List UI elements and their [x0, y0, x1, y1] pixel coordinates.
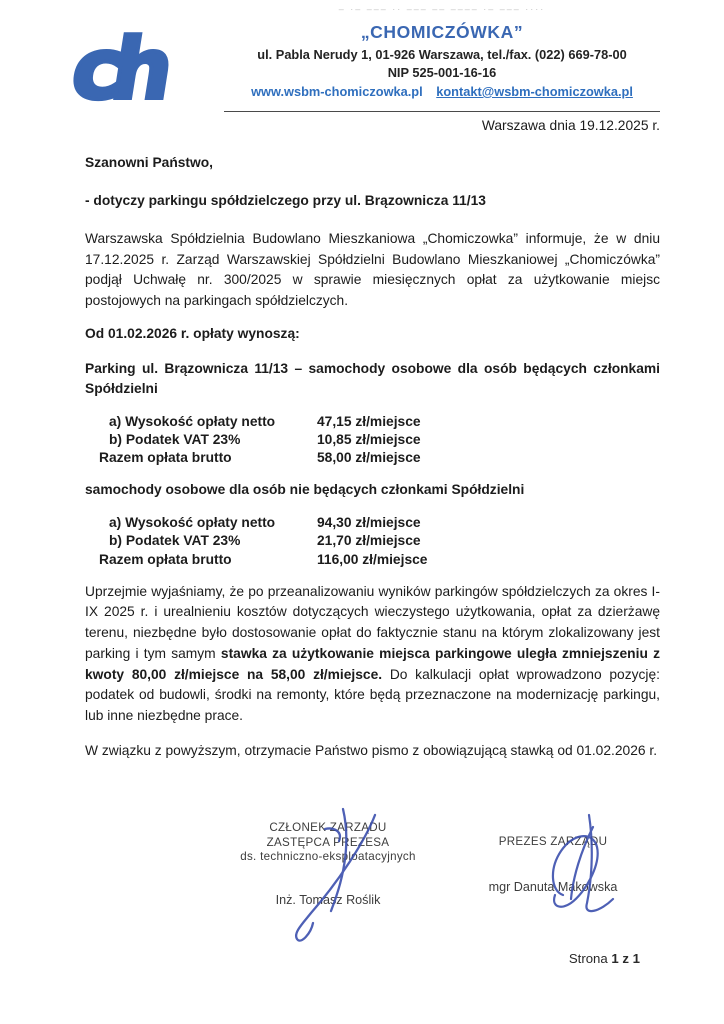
date-line: Warszawa dnia 19.12.2025 r. [481, 118, 660, 133]
paragraph-intro: Warszawska Spółdzielnia Budowlano Mieszkaniowa „Chomiczowka” informuje, że w dniu 17.12.2025 r. Zarząd Warszawskiej Spółdzielni Budowlano Mieszkaniowej „Chomiczówka” podjął Uchwałę nr. 300/2025 w sprawie miesięcznych opłat za użytkowanie miejsc postojowych na parkingach spółdzielczych. [85, 231, 660, 309]
fee-table-nonmembers [85, 514, 660, 569]
signer-title: ZASTĘPCA PREZESA [266, 835, 390, 849]
fee-row [85, 532, 660, 550]
fee-row-total [85, 449, 660, 467]
handwritten-signature-icon [443, 807, 663, 927]
header-divider [224, 111, 660, 112]
signer-title: ds. techniczno-eksploatacyjnych [240, 850, 416, 864]
section-heading-members: Parking ul. Brązownicza 11/13 – samochody osobowe dla osób będących członkami Spółdzielni [85, 360, 660, 397]
email-link[interactable]: kontakt@wsbm-chomiczowka.pl [436, 84, 633, 99]
signer-name: mgr Danuta Makowska [488, 879, 618, 894]
company-name: „CHOMICZÓWKA” [360, 22, 524, 42]
fee-value: 58,00 zł/miejsce [317, 450, 421, 466]
fee-row-total [85, 551, 660, 569]
subject-line: - dotyczy parkingu spółdzielczego przy ul. Brązownicza 11/13 [85, 193, 486, 209]
section-heading-nonmembers: samochody osobowe dla osób nie będących członkami Spółdzielni [85, 482, 525, 498]
page-number [569, 951, 640, 966]
letterhead-text [222, 2, 662, 99]
signer-title: PREZES ZARZĄDU [498, 835, 608, 849]
signature-area [85, 797, 660, 947]
company-logo [62, 26, 220, 112]
fee-value: 116,00 zł/miejsce [317, 551, 428, 567]
company-address: ul. Pabla Nerudy 1, 01-926 Warszawa, tel./fax. (022) 669-78-00 [257, 47, 627, 62]
page-number-value: 1 z 1 [611, 951, 640, 966]
explanation-text-post: Do kalkulacji opłat wprowadzono pozycję: podatek od budowli, środki na remonty, które będą przeznaczone na modernizację parkingu, lub inne niezbędne prace. [85, 666, 660, 723]
company-links [222, 84, 662, 99]
fee-row [85, 431, 660, 449]
signer-name: Inż. Tomasz Roślik [275, 892, 381, 907]
fee-label: a) Wysokość opłaty netto [109, 413, 276, 429]
effective-date-line: Od 01.02.2026 r. opłaty wynoszą: [85, 325, 300, 341]
fee-row [85, 413, 660, 431]
paragraph-explanation [85, 582, 660, 727]
svg-text:ch: ch [65, 26, 171, 112]
fee-label: Razem opłata brutto [99, 551, 232, 567]
page-number-label: Strona [568, 951, 612, 966]
logo-ch-icon [62, 26, 220, 112]
letterhead [0, 0, 724, 118]
fee-value: 47,15 zł/miejsce [317, 413, 421, 429]
paragraph-closing: W związku z powyższym, otrzymacie Państwo pismo z obowiązującą stawką od 01.02.2026 r. [85, 742, 658, 758]
fee-label: a) Wysokość opłaty netto [109, 515, 276, 531]
fee-value: 10,85 zł/miejsce [317, 432, 421, 448]
greeting: Szanowni Państwo, [85, 154, 214, 170]
signature-block-right [443, 835, 663, 896]
fee-label: b) Podatek VAT 23% [109, 533, 241, 549]
explanation-text-pre: Uprzejmie wyjaśniamy, że po przeanalizowaniu wyników parkingów spółdzielczych za okres I-IX 2025 r. i urealnieniu kosztów dotyczących wieczystego użytkowania, opłat za dzierżawę terenu, niezbędne było dostosowanie opłat do faktycznie stanu na którym zlokalizowany jest parking i tym samym [85, 583, 660, 661]
signature-block-left [203, 821, 453, 909]
fee-label: b) Podatek VAT 23% [109, 432, 241, 448]
fee-table-members [85, 413, 660, 468]
fee-label: Razem opłata brutto [99, 450, 232, 466]
cut-off-top-line: – ·– ––– ·· ––– –– –––– ·– ––– ···· [338, 4, 546, 14]
letter-body [0, 114, 724, 947]
fee-value: 21,70 zł/miejsce [317, 533, 421, 549]
explanation-text-bold: stawka za użytkowanie miejsca parkingowe uległa zmniejszeniu z kwoty 80,00 zł/miejsce na 58,00 zł/miejsce. [85, 645, 660, 682]
company-nip: NIP 525-001-16-16 [387, 65, 497, 80]
signer-title: CZŁONEK ZARZĄDU [269, 821, 387, 835]
fee-row [85, 514, 660, 532]
website-link[interactable]: www.wsbm-chomiczowka.pl [251, 84, 423, 99]
fee-value: 94,30 zł/miejsce [317, 515, 421, 531]
